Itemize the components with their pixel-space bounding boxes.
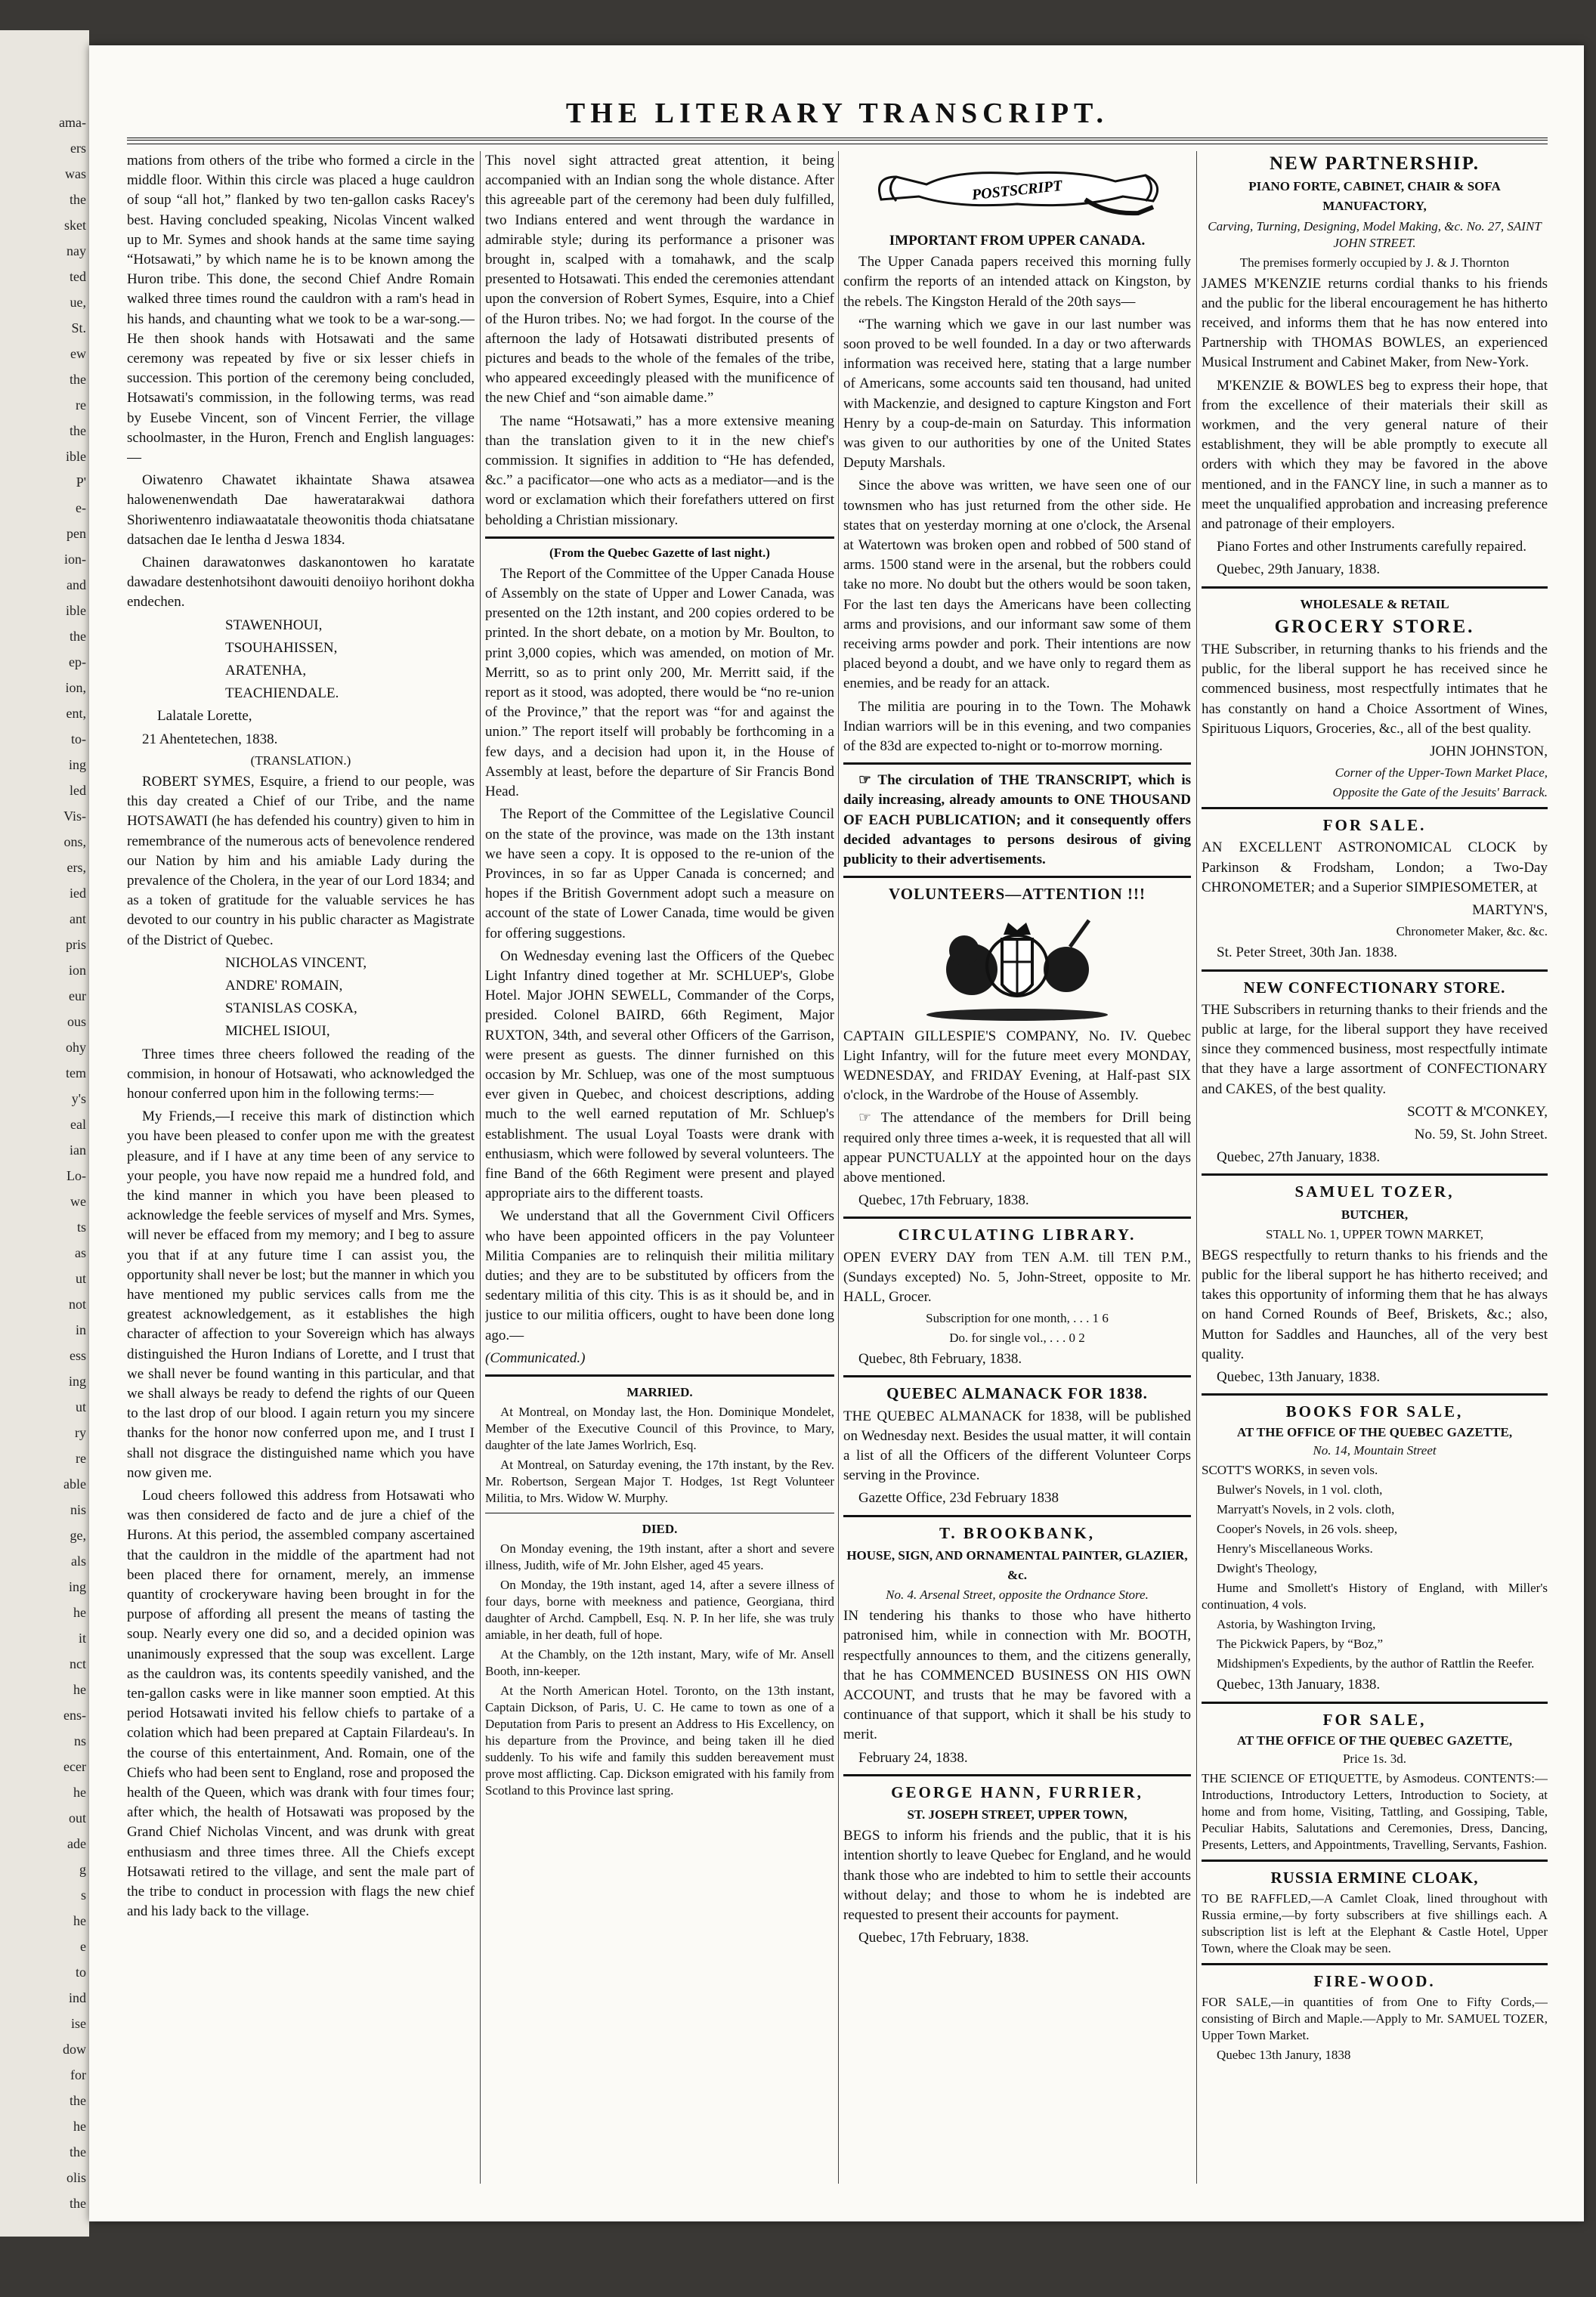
column-rule xyxy=(480,151,481,2184)
left-page-fragment: out xyxy=(68,1810,86,1826)
masthead xyxy=(127,91,1548,141)
left-page-fragment: ut xyxy=(75,1399,86,1414)
tozer-notice: BEGS respectfully to return thanks to his friends and the public for the liberal support he has hitherto received; and takes this opportunity of informing them that he has always on hand Corned Rounds of Beef, Briskets, &c.; also, Mutton for Saddles and Haunches, all of the very best quality. xyxy=(1202,1247,1548,1362)
left-page-fragment: led xyxy=(70,783,86,798)
book-item: Astoria, by Washington Irving, xyxy=(1217,1617,1376,1632)
partnership-address: Carving, Turning, Designing, Model Making, &c. No. 27, SAINT JOHN STREET. xyxy=(1208,218,1542,250)
left-page-fragment: ama- xyxy=(59,115,86,130)
column-4 xyxy=(1202,151,1548,2184)
left-page-fragment: Vis- xyxy=(63,808,86,824)
volunteers-heading: VOLUNTEERS—ATTENTION !!! xyxy=(889,885,1146,904)
separator xyxy=(485,1374,834,1377)
date-line: Quebec, 17th February, 1838. xyxy=(858,1930,1029,1946)
hann-address: ST. JOSEPH STREET, UPPER TOWN, xyxy=(907,1807,1127,1822)
book-item: Cooper's Novels, in 26 vols. sheep, xyxy=(1217,1522,1398,1537)
confectionary-address: No. 59, St. John Street. xyxy=(1414,1126,1548,1142)
royal-arms-icon xyxy=(919,909,1115,1022)
book-item: Marryatt's Novels, in 2 vols. cloth, xyxy=(1217,1502,1395,1517)
left-page-fragment: ous xyxy=(66,1014,86,1029)
grocery-notice: THE Subscriber, in returning thanks to his friends and the public, for the liberal support he has received since he commenced business, most respectfully intimates that he has constantly on hand a Choice Assortment of Wines, Spirituous Liquors, Groceries, &c., all of the best quality. xyxy=(1202,641,1548,737)
article-paragraph: The name “Hotsawati,” has a more extensive meaning than the translation given to it in the new chief's commission. It signifies in addition to “He has defended, &c.” a pacificator—one who acts as a mediator—and is the word or exclamation which their forefathers uttered on first beholding a Christian missionary. xyxy=(485,413,834,528)
separator xyxy=(843,1217,1191,1219)
confectionary-name: SCOTT & M'CONKEY, xyxy=(1407,1103,1548,1120)
left-page-fragment: to- xyxy=(71,731,86,747)
left-page-fragment: was xyxy=(65,166,86,181)
left-page-fragment: e xyxy=(80,1939,86,1954)
huron-text: Chainen darawatonwes daskanontowen ho karatate dawadare destenhotsihont dawouiti denoiiyo horihont dokha endechen. xyxy=(127,555,475,611)
brookbank-heading: T. BROOKBANK, xyxy=(939,1523,1096,1542)
article-heading: IMPORTANT FROM UPPER CANADA. xyxy=(889,233,1146,249)
date-line: St. Peter Street, 30th Jan. 1838. xyxy=(1217,944,1398,961)
left-page-fragment: ted xyxy=(70,269,86,284)
volunteers-notice: CAPTAIN GILLESPIE'S COMPANY, No. IV. Quebec Light Infantry, will for the future meet every MONDAY, WEDNESDAY, and FRIDAY Evening, at Half-past SIX o'clock, in the Wardrobe of the House of Assembly. xyxy=(843,1028,1191,1104)
sale2-price: Price 1s. 3d. xyxy=(1342,1751,1407,1766)
left-page-fragment: we xyxy=(70,1194,86,1209)
cloak-notice: TO BE RAFFLED,—A Camlet Cloak, lined throughout with Russia ermine,—by forty subscribers at five shillings each. A subscription list is left at the Elephant & Castle Hotel, Upper Town, where the Cloak may be seen. xyxy=(1202,1890,1548,1955)
grocery-heading: WHOLESALE & RETAIL xyxy=(1300,596,1449,611)
column-3 xyxy=(843,151,1191,2184)
left-page-fragment: it xyxy=(78,1631,86,1646)
almanack-notice: THE QUEBEC ALMANACK for 1838, will be published on Wednesday next. Besides the usual matter, it will contain a list of all the Officers of the different Volunteer Corps serving in the Province. xyxy=(843,1408,1191,1484)
separator xyxy=(843,1515,1191,1517)
left-page-fragment: y's xyxy=(71,1091,86,1106)
left-page-fragment: dow xyxy=(63,2042,86,2057)
column-rule xyxy=(838,151,839,2184)
books-address: No. 14, Mountain Street xyxy=(1313,1443,1437,1458)
grocery-name: JOHN JOHNSTON, xyxy=(1430,744,1548,760)
left-page-fragment: ied xyxy=(70,886,86,901)
sale-name: MARTYN'S, xyxy=(1472,902,1548,919)
signatory: STANISLAS COSKA, xyxy=(225,1000,357,1017)
married-notice: At Montreal, on Monday last, the Hon. Dominique Mondelet, Member of the Executive Council of this Province, to Mary, daughter of the late James Worlrich, Esq. xyxy=(485,1405,834,1453)
article-paragraph: The militia are pouring in to the Town. The Mohawk Indian warriors will be in this evening, and two companies of the 83d are expected to-night or to-morrow morning. xyxy=(843,698,1191,755)
volunteers-notice: ☞ The attendance of the members for Drill being required only three times a-week, it is requested that all will appear PUNCTUALLY at the appointed hour on the days above mentioned. xyxy=(843,1110,1191,1186)
left-page-fragment: ion xyxy=(68,963,86,978)
left-page-fragment: not xyxy=(68,1297,86,1312)
cloak-heading: RUSSIA ERMINE CLOAK, xyxy=(1270,1868,1479,1887)
translation-label: (TRANSLATION.) xyxy=(250,753,351,768)
hann-heading: GEORGE HANN, FURRIER, xyxy=(891,1782,1143,1801)
married-notice: At Montreal, on Saturday evening, the 17th instant, by the Rev. Mr. Robertson, Sergean Major T. Hodges, 1st Regt Volunteer Militia, to Mrs. Widow W. Murphy. xyxy=(485,1458,834,1506)
separator xyxy=(1202,1393,1548,1396)
circulation-notice: ☞ The circulation of THE TRANSCRIPT, which is daily increasing, already amounts to ONE THOUSAND OF EACH PUBLICATION; and it consequently offers decided advantages to persons desirous of giving publicity to their advertisements. xyxy=(843,772,1191,868)
date-line: Quebec, 29th January, 1838. xyxy=(1217,561,1381,578)
article-paragraph: The Report of the Committee of the Legislative Council on the state of the province, was made on the 13th instant we have seen a copy. It is opposed to the re-union of the Provinces, in so far as Upper Canada is concerned; and hopes if the British Government adopt such a measure on account of the state of Lower Canada, time would be given for offering suggestions. xyxy=(485,806,834,941)
tozer-heading: SAMUEL TOZER, xyxy=(1294,1183,1455,1201)
article-paragraph: mations from others of the tribe who formed a circle in the middle floor. Within this circle was placed a huge cauldron of soup “all hot,” flanked by two ten-gallon casks Racey's best. Having concluded speaking, Nicolas Vincent walked up to Mr. Symes and shook hands at the same time saying “Hotsawati,” by which name he is to be known among the Huron tribe. This done, the second Chief Andre Romain walked three times round the cauldron with a ram's head in his hands, and chaunting what we took to be a war-song.— He then shook hands with Hotsawati and the same ceremony was repeated by five or six lesser chiefs in succession. This portion of the ceremony being concluded, Hotsawati's commission, in the following terms, was read by Eusebe Vincent, son of Vincent Ferrier, the village schoolmaster, in the Huron, French and English languages:— xyxy=(127,153,475,466)
communicated-note: (Communicated.) xyxy=(485,1349,586,1366)
separator xyxy=(485,536,834,539)
confectionary-notice: THE Subscribers in returning thanks to their friends and the public at large, for the liberal support they have received since they commenced business, most respectfully intimate that they have a large assortment of CONFECTIONARY and CAKES, of the best quality. xyxy=(1202,1001,1548,1097)
left-page-fragment: the xyxy=(70,2093,86,2108)
date-line: Gazette Office, 23d February 1838 xyxy=(858,1490,1059,1507)
royal-crest xyxy=(843,909,1191,1022)
left-page-fragment: he xyxy=(73,1605,86,1620)
left-page-fragment: s xyxy=(80,1887,86,1903)
left-page-fragment: e- xyxy=(76,500,86,515)
date-line: Quebec, 8th February, 1838. xyxy=(858,1351,1022,1368)
left-page-fragment: and xyxy=(66,577,86,592)
library-heading: CIRCULATING LIBRARY. xyxy=(898,1226,1137,1244)
partnership-premises: The premises formerly occupied by J. & J. Thornton xyxy=(1239,255,1510,270)
article-paragraph: “The warning which we gave in our last number was soon proved to be well founded. In a day or two afterwards information was received here, stating that a large number of Americans, some accounts said ten thousand, had united with Mackenzie, and designed to capture Kingston and Fort Henry by a coup-de-main on Saturday. This information was given to our authorities by one of the United States Deputy Marshals. xyxy=(843,316,1191,471)
left-page-fragment: g xyxy=(79,1862,86,1877)
left-page-fragment: re xyxy=(76,397,86,413)
signatory: TEACHIENDALE. xyxy=(225,685,339,702)
masthead-title: THE LITERARY TRANSCRIPT. xyxy=(565,97,1109,129)
left-page-fragment: for xyxy=(70,2067,86,2082)
left-page-fragment: ant xyxy=(70,911,86,926)
left-page-fragment: the xyxy=(70,423,86,438)
book-item: Midshipmen's Expedients, by the author of Rattlin the Reefer. xyxy=(1217,1656,1535,1671)
left-page-fragment: pen xyxy=(66,526,86,541)
partnership-notice: M'KENZIE & BOWLES beg to express their hope, that from the excellence of their materials their skill as workmen, and the very general nature of their establishment, they will be able promptly to execute all orders with which they may be favored in the above mentioned, and in the FANCY line, in such a manner as to meet the unqualified approbation and increasing preference and patronage of their employers. xyxy=(1202,377,1548,533)
article-paragraph: The Report of the Committee of the Upper Canada House of Assembly on the state of Upper and Lower Canada, was presented on the 12th instant, and 200 copies ordered to be printed. In the short debate, on a motion by Mr. Boulton, to print 3,000 copies, which was amended, on motion of Mr. Merritt, so as to print only 200, Mr. Merritt said, if the report as it stood, was adopted, there would be “no re-union of the Province,” that the report was “for and against the union.” The report itself will probably be forthcoming in a few days, and a decision had upon it, in the House of Assembly at least, before the departure of Sir Francis Bond Head. xyxy=(485,565,834,800)
left-page-fragment: the xyxy=(70,2196,86,2211)
left-page-fragment: ise xyxy=(71,2016,86,2031)
left-page-fragment: ible xyxy=(66,449,86,464)
article-paragraph: Loud cheers followed this address from Hotsawati who was then considered de facto and de jure a chief of the Hurons. At this period, the assembled company ascertained that the cauldron in the middle of the apartment had not been placed there for ornament, merely, an immense quantity of crockeryware having been brought in for the purpose of affording all present the means of tasting the soup. Nearly every one did so, and a decided opinion was unanimously expressed that the soup was excellent. Large as the cauldron was, its contents speedily vanished, and the ten-gallon casks were in like manner soon emptied. At this period Hotsawati invited his fellow chiefs to partake of a colation which had been prepared at Captain Filardeau's. In the course of this entertainment, And. Romain, one of the Chiefs who had been sent to England, rose and proposed the health of the Queen, which was drank with four times four; after which, the health of Hotsawati was proposed by the Grand Chief Nicholas Vincent, and was drunk with great enthusiasm and three times three. All the Chiefs except Hotsawati retired to the village, and sent the male part of the tribe to conduct in procession with flags the new chief and his lady back to the village. xyxy=(127,1488,475,1920)
left-page-fragment: as xyxy=(75,1245,86,1260)
separator xyxy=(1202,807,1548,809)
book-item: The Pickwick Papers, by “Boz,” xyxy=(1217,1637,1383,1652)
sale-heading: FOR SALE. xyxy=(1322,816,1427,835)
masthead-rule xyxy=(127,138,1548,144)
left-page-fragment: ens- xyxy=(63,1708,86,1723)
left-page-fragment: ible xyxy=(66,603,86,618)
brookbank-notice: IN tendering his thanks to those who have hitherto patronised him, while in connection with Mr. BOOTH, respectfully announces to them, and the citizens generally, that he has COMMENCED BUSINESS ON HIS OWN ACCOUNT, and trusts that he may be favored with a continuance of that support, which it shall be his study to merit. xyxy=(843,1608,1191,1743)
svg-text:POSTSCRIPT: POSTSCRIPT xyxy=(970,177,1063,204)
left-page-fragment: ns xyxy=(73,1733,86,1748)
left-page-fragment: ess xyxy=(70,1348,86,1363)
separator xyxy=(1202,1702,1548,1704)
separator xyxy=(1202,969,1548,972)
sale-notice: AN EXCELLENT ASTRONOMICAL CLOCK by Parkinson & Frodsham, London; a Two-Day CHRONOMETER; and a Superior SIMPIESOMETER, at xyxy=(1202,839,1548,895)
left-page-fragment: ts xyxy=(76,1220,86,1235)
left-page-fragment: eal xyxy=(70,1117,86,1132)
left-page-fragment: ing xyxy=(68,757,86,772)
date-line: Quebec 13th Janury, 1838 xyxy=(1217,2048,1351,2063)
left-page-fragment: ecer xyxy=(63,1759,86,1774)
place-line: Lalatale Lorette, xyxy=(157,708,252,725)
left-page-fragment: ind xyxy=(68,1990,86,2005)
almanack-heading: QUEBEC ALMANACK FOR 1838. xyxy=(886,1384,1148,1403)
signatory: NICHOLAS VINCENT, xyxy=(225,954,367,971)
book-item: Hume and Smollett's History of England, with Miller's continuation, 4 vols. xyxy=(1202,1581,1548,1612)
left-page-fragment: ew xyxy=(70,346,86,361)
left-page-fragment: able xyxy=(63,1476,86,1492)
left-page-fragment: olis xyxy=(66,2170,86,2185)
separator xyxy=(843,876,1191,878)
article-paragraph: We understand that all the Government Civil Officers who have been appointed officers in the pay Volunteer Militia Companies are to relinquish their militia military duties; and they are to be substituted by officers from the sedentary militia of this city. This is as it should be, and in justice to our militia officers, ought to have been done long ago.— xyxy=(485,1208,834,1343)
date-line: 21 Ahentetechen, 1838. xyxy=(142,731,278,747)
confectionary-heading: NEW CONFECTIONARY STORE. xyxy=(1243,978,1506,997)
firewood-notice: FOR SALE,—in quantities of from One to Fifty Cords,—consisting of Birch and Maple.—Apply to Mr. SAMUEL TOZER, Upper Town Market. xyxy=(1202,1995,1548,2043)
left-page-fragment: nis xyxy=(70,1502,86,1517)
article-paragraph: ROBERT SYMES, Esquire, a friend to our people, was this day created a Chief of our Tribe, and the name HOTSAWATI (he has defended his country) given to him in remembrance of the numerous acts of benevolence rendered our Nation by him and his amiable Lady during the prevalence of the Cholera, in the year of our Lord 1834; and as a token of gratitude for the valuable services he has devoted to our country in his public character as Magistrate of the District of Quebec. xyxy=(127,773,475,948)
left-page-fragment: P' xyxy=(76,475,86,490)
left-page-fragment: ue, xyxy=(70,295,86,310)
library-fee: Subscription for one month, . . . 1 6 xyxy=(926,1311,1109,1326)
died-notice: At the North American Hotel. Toronto, on the 13th instant, Captain Dickson, of Paris, U. C. He came to town as one of a Deputation from Paris to present an Address to His Excellency, on his departure from the Province, and being taken ill he died suddenly. To his wife and family this sudden bereavement must prove most afflicting. Cap. Dickson emigrated with his family from Scotland to this Province last spring. xyxy=(485,1683,834,1798)
book-item: Bulwer's Novels, in 1 vol. cloth, xyxy=(1217,1482,1383,1498)
date-line: Quebec, 17th February, 1838. xyxy=(858,1192,1029,1209)
book-item: Henry's Miscellaneous Works. xyxy=(1217,1541,1373,1557)
left-page-fragment: ons, xyxy=(63,834,86,849)
date-line: Quebec, 13th January, 1838. xyxy=(1217,1677,1381,1693)
died-notice: On Monday, the 19th instant, aged 14, after a severe illness of four days, borne with meekness and patience, Georgiana, third daughter of Archd. Campbell, Esq. N. P. In her life, she was truly amiable, in her death, full of hope. xyxy=(485,1578,834,1643)
article-paragraph: My Friends,—I receive this mark of distinction which you have been pleased to confer upon me with the greatest pleasure, and if I have at any time been of any service to your people, you have now repaid me a hundred fold, and the kind manner in which you have been pleased to acknowledge the feeble services of myself and Mrs. Symes, will never be effaced from my memory; and I beg to assure you that if at any future time I can assist you, the opportunity shall never be lost; but the manner in which you have mentioned my public services calls from me the greatest acknowledgement, as it establishes the high character of affection to your Sovereign which has always distinguished the Huron Indians of Lorette, and I trust that we shall never be found wanting in this particular, and that we shall always be ready to defend the rights of our Queen to the last drop of our blood. I again return you my sincere thanks for the honor now conferred upon me, and I trust I shall not disgrace the distinguished name which you have now given me. xyxy=(127,1108,475,1481)
left-page-fragment: re xyxy=(76,1451,86,1466)
huron-text: Oiwatenro Chawatet ikhaintate Shawa atsawea halowenenwendath Dae haweratarakwai dathora Shoriwentenro indiawaatatale theowonitis thoda chiatsatane datsachen dae Ie lentha d Jeswa 1834. xyxy=(127,472,475,548)
left-page-fragment: the xyxy=(70,629,86,644)
left-page-fragment: ade xyxy=(67,1836,86,1851)
left-page-fragment: eur xyxy=(69,988,86,1003)
article-paragraph: Three times three cheers followed the reading of the commision, in honour of Hotsawati, who acknowledged the honour conferred upon him in the following terms:— xyxy=(127,1046,475,1102)
separator xyxy=(843,762,1191,765)
left-page-fragment: ion, xyxy=(65,680,86,695)
left-page-fragment: Lo- xyxy=(66,1168,86,1183)
hann-notice: BEGS to inform his friends and the public, that it is his intention shortly to leave Quebec for England, and he would thank those who are indebted to him to settle their accounts without delay; and those to whom he is indebted are requested to present their accounts for payment. xyxy=(843,1828,1191,1924)
column-rule xyxy=(1196,151,1197,2184)
left-page-fragment: ut xyxy=(75,1271,86,1286)
left-page-fragment: he xyxy=(73,2119,86,2134)
grocery-address: Corner of the Upper-Town Market Place, xyxy=(1335,765,1548,781)
article-paragraph: The Upper Canada papers received this morning fully confirm the reports of an intended attack on Kingston, by the rebels. The Kingston Herald of the 20th says— xyxy=(843,254,1191,310)
article-paragraph: On Wednesday evening last the Officers of the Quebec Light Infantry dined together at Mr. SCHLUEP's, Globe Hotel. Major JOHN SEWELL, Commander of the Corps, presided. Colonel BAIRD, 66th Regiment, Major RUXTON, 34th, and several other Officers of the Garrison, were present as guests. The dinner furnished on this occasion by Mr. Schluep, was one of the most sumptuous ever given in Quebec, and choicest descriptions, adding much to the well earned reputation of Mr. Schluep's establishment. The usual Loyal Toasts were drank with enthusiasm, which were followed by several volunteers. The fine Band of the 66th Regiment were present and played appropriate airs to the different toasts. xyxy=(485,948,834,1202)
left-page-fragment: ent, xyxy=(66,706,86,721)
signatory: ARATENHA, xyxy=(225,663,307,679)
left-page-fragment: sket xyxy=(64,218,86,233)
separator xyxy=(843,1774,1191,1776)
partnership-notice: Piano Fortes and other Instruments carefully repaired. xyxy=(1217,539,1526,555)
date-line: February 24, 1838. xyxy=(858,1749,968,1766)
tozer-address: STALL No. 1, UPPER TOWN MARKET, xyxy=(1266,1226,1483,1241)
left-page-fragment: nay xyxy=(66,243,86,258)
date-line: Quebec, 13th January, 1838. xyxy=(1217,1368,1381,1385)
left-page-fragment: he xyxy=(73,1682,86,1697)
article-paragraph: Since the above was written, we have seen one of our townsmen who has just returned from the other side. He states that on yesterday morning at one o'clock, the Arsenal at Watertown was broken open and robbed of 500 stand of arms. 1500 stand were in the arsenal, but the robbers could take no more. No doubt but the others would be soon taken, For the last ten days the Americans have been collecting arms and provisions, and our informant saw some of them receiving arms powder and pork. Their intentions are now placed beyond a doubt, and we have only to regard them as enemies, and be ready for an attack. xyxy=(843,478,1191,692)
postscript-scroll-icon xyxy=(866,154,1168,227)
left-page-fragment: ep- xyxy=(69,654,86,669)
left-page-fragment: pris xyxy=(66,937,86,952)
adjacent-page-edge xyxy=(0,30,89,2237)
library-notice: OPEN EVERY DAY from TEN A.M. till TEN P.M., (Sundays excepted) No. 5, John-Street, opposite to Mr. HALL, Grocer. xyxy=(843,1249,1191,1305)
books-heading: BOOKS FOR SALE, xyxy=(1285,1402,1464,1421)
separator xyxy=(1202,1173,1548,1176)
postscript-banner xyxy=(843,154,1191,227)
left-page-fragment: ry xyxy=(75,1425,86,1440)
signatory: STAWENHOUI, xyxy=(225,617,323,633)
newspaper-page xyxy=(89,45,1584,2221)
book-item: Dwight's Theology, xyxy=(1217,1561,1317,1576)
column-1 xyxy=(127,151,475,2184)
column-2 xyxy=(485,151,834,2184)
sale2-notice: THE SCIENCE OF ETIQUETTE, by Asmodeus. CONTENTS:—Introductions, Introductory Letters, Introduction to Society, at home and from home, Visiting, Tattling, and Gossiping, Table, Peculiar Habits, Salutations and Ceremonies, Dress, Dancing, Presents, Letters, and Appointments, Travelling, Servants, Fashion. xyxy=(1202,1770,1548,1852)
grocery-address: Opposite the Gate of the Jesuits' Barrack. xyxy=(1332,785,1548,800)
left-page-fragment: the xyxy=(70,2144,86,2159)
separator xyxy=(1202,1963,1548,1965)
date-line: Quebec, 27th January, 1838. xyxy=(1217,1149,1381,1166)
signatory: TSOUHAHISSEN, xyxy=(225,639,338,656)
partnership-trade: PIANO FORTE, CABINET, CHAIR & SOFA MANUFACTORY, xyxy=(1248,179,1501,214)
left-page-fragment: the xyxy=(70,372,86,387)
left-page-fragment: ion- xyxy=(64,552,86,567)
partnership-heading: NEW PARTNERSHIP. xyxy=(1270,153,1480,174)
left-page-fragment: ing xyxy=(68,1579,86,1594)
left-page-fragment: tem xyxy=(66,1065,86,1080)
left-page-fragment: als xyxy=(71,1553,86,1569)
left-page-fragment: to xyxy=(75,1965,86,1980)
book-item: SCOTT'S WORKS, in seven vols. xyxy=(1202,1463,1378,1478)
article-paragraph: This novel sight attracted great attention, it being accompanied with an Indian song the whole distance. After this agreeable part of the ceremony had been duly fulfilled, two Indians entered and went through the wardance in admirable style; during its performance a prisoner was brought in, scalped with a tomahawk, and the scalp presented to Hotsawati. This ended the ceremonies attendant upon the conversion of Robert Symes, Esquire, into a Chief of the Huron tribes. No; we had forgot. In the course of the afternoon the lady of Hotsawati distributed presents of pictures and beads to the whole of the females of the tribe, who appeared exceedingly pleased with the munificence of the new Chief and “son aimable dame.” xyxy=(485,153,834,407)
partnership-notice: JAMES M'KENZIE returns cordial thanks to his friends and the public for the liberal encouragement he has hitherto received, and informs them that he has now entered into Partnership with THOMAS BOWLES, an experienced Musical Instrument and Cabinet Maker, from New-York. xyxy=(1202,275,1548,371)
died-heading: DIED. xyxy=(642,1522,678,1537)
brookbank-address: No. 4. Arsenal Street, opposite the Ordnance Store. xyxy=(886,1587,1149,1603)
left-page-fragment: St. xyxy=(71,320,86,335)
grocery-heading: GROCERY STORE. xyxy=(1274,616,1475,637)
left-page-fragment: ers xyxy=(70,141,86,156)
left-page-fragment: nct xyxy=(70,1656,86,1671)
left-page-fragment: he xyxy=(73,1913,86,1928)
married-heading: MARRIED. xyxy=(626,1384,693,1399)
left-page-fragment: ian xyxy=(70,1142,86,1158)
left-page-fragment: the xyxy=(70,192,86,207)
left-page-fragment: ohy xyxy=(66,1040,86,1055)
died-notice: On Monday evening, the 19th instant, after a short and severe illness, Judith, wife of Mr. John Elsher, aged 45 years. xyxy=(485,1541,834,1573)
separator xyxy=(843,1375,1191,1377)
died-notice: At the Chambly, on the 12th instant, Mary, wife of Mr. Ansell Booth, inn-keeper. xyxy=(485,1647,834,1679)
source-note: (From the Quebec Gazette of last night.) xyxy=(549,545,770,560)
sale-title: Chronometer Maker, &c. &c. xyxy=(1396,924,1548,939)
left-page-fragment: he xyxy=(73,1785,86,1800)
separator xyxy=(1202,586,1548,589)
left-page-fragment: ge, xyxy=(70,1528,86,1543)
tozer-trade: BUTCHER, xyxy=(1341,1207,1409,1222)
firewood-heading: FIRE-WOOD. xyxy=(1313,1971,1436,1990)
sale2-heading: FOR SALE, xyxy=(1322,1710,1427,1729)
library-fee: Do. for single vol., . . . 0 2 xyxy=(949,1331,1085,1346)
separator xyxy=(1202,1860,1548,1862)
books-location: AT THE OFFICE OF THE QUEBEC GAZETTE, xyxy=(1236,1425,1513,1440)
sale2-location: AT THE OFFICE OF THE QUEBEC GAZETTE, xyxy=(1236,1733,1513,1748)
left-page-fragment: in xyxy=(75,1322,86,1337)
left-page-fragment: ers, xyxy=(66,860,86,875)
signatory: ANDRE' ROMAIN, xyxy=(225,977,343,994)
left-page-fragment: ing xyxy=(68,1374,86,1389)
signatory: MICHEL ISIOUI, xyxy=(225,1023,330,1040)
brookbank-trade: HOUSE, SIGN, AND ORNAMENTAL PAINTER, GLAZIER, &c. xyxy=(846,1547,1188,1582)
